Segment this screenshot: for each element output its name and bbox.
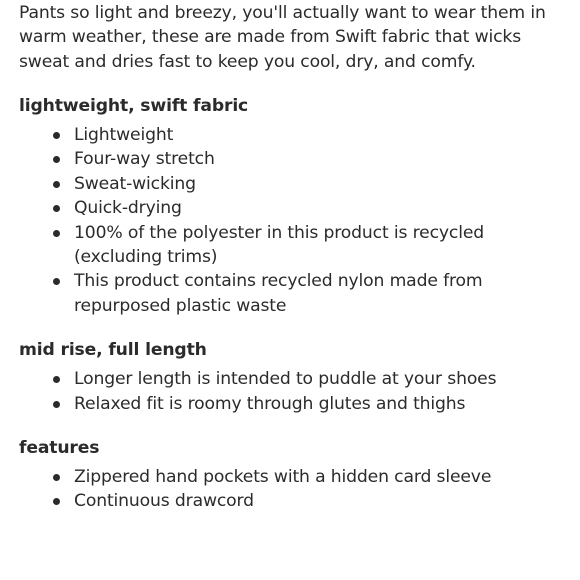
list-item	[74, 123, 562, 147]
list-item-text: Zippered hand pockets with a hidden card sleeve	[74, 466, 492, 487]
section-heading: features	[19, 437, 100, 458]
bullet-icon	[53, 498, 60, 505]
list-item-text: Lightweight	[74, 124, 174, 145]
feature-list	[19, 465, 562, 514]
feature-list	[19, 367, 562, 416]
list-item	[74, 367, 562, 391]
list-item-text: This product contains recycled nylon made from repurposed plastic waste	[74, 271, 483, 316]
list-item	[74, 465, 562, 489]
list-item-text: Relaxed fit is roomy through glutes and thighs	[74, 393, 466, 414]
bullet-icon	[53, 132, 60, 139]
list-item-text: Continuous drawcord	[74, 491, 254, 512]
intro-paragraph: Pants so light and breezy, you'll actually want to wear them in warm weather, these are made from Swift fabric that wicks sweat and dries fast to keep you cool, dry, and comfy.	[19, 3, 546, 72]
bullet-icon	[53, 474, 60, 481]
bullet-icon	[53, 205, 60, 212]
bullet-icon	[53, 376, 60, 383]
section-heading: lightweight, swift fabric	[19, 95, 249, 116]
bullet-icon	[53, 181, 60, 188]
list-item	[74, 221, 562, 270]
list-item	[74, 147, 562, 171]
list-item	[74, 196, 562, 220]
section-features	[19, 436, 562, 514]
list-item-text: Four-way stretch	[74, 149, 215, 170]
list-item	[74, 172, 562, 196]
bullet-icon	[53, 401, 60, 408]
list-item-text: 100% of the polyester in this product is recycled (excluding trims)	[74, 222, 485, 267]
list-item	[74, 489, 562, 513]
section-heading: mid rise, full length	[19, 340, 207, 361]
bullet-icon	[53, 156, 60, 163]
list-item-text: Longer length is intended to puddle at your shoes	[74, 369, 497, 390]
list-item	[74, 392, 562, 416]
section-lightweight-swift-fabric	[19, 94, 562, 318]
feature-list	[19, 123, 562, 318]
bullet-icon	[53, 230, 60, 237]
bullet-icon	[53, 278, 60, 285]
section-mid-rise-full-length	[19, 338, 562, 416]
list-item-text: Sweat-wicking	[74, 173, 196, 194]
list-item	[74, 269, 562, 318]
list-item-text: Quick-drying	[74, 198, 182, 219]
